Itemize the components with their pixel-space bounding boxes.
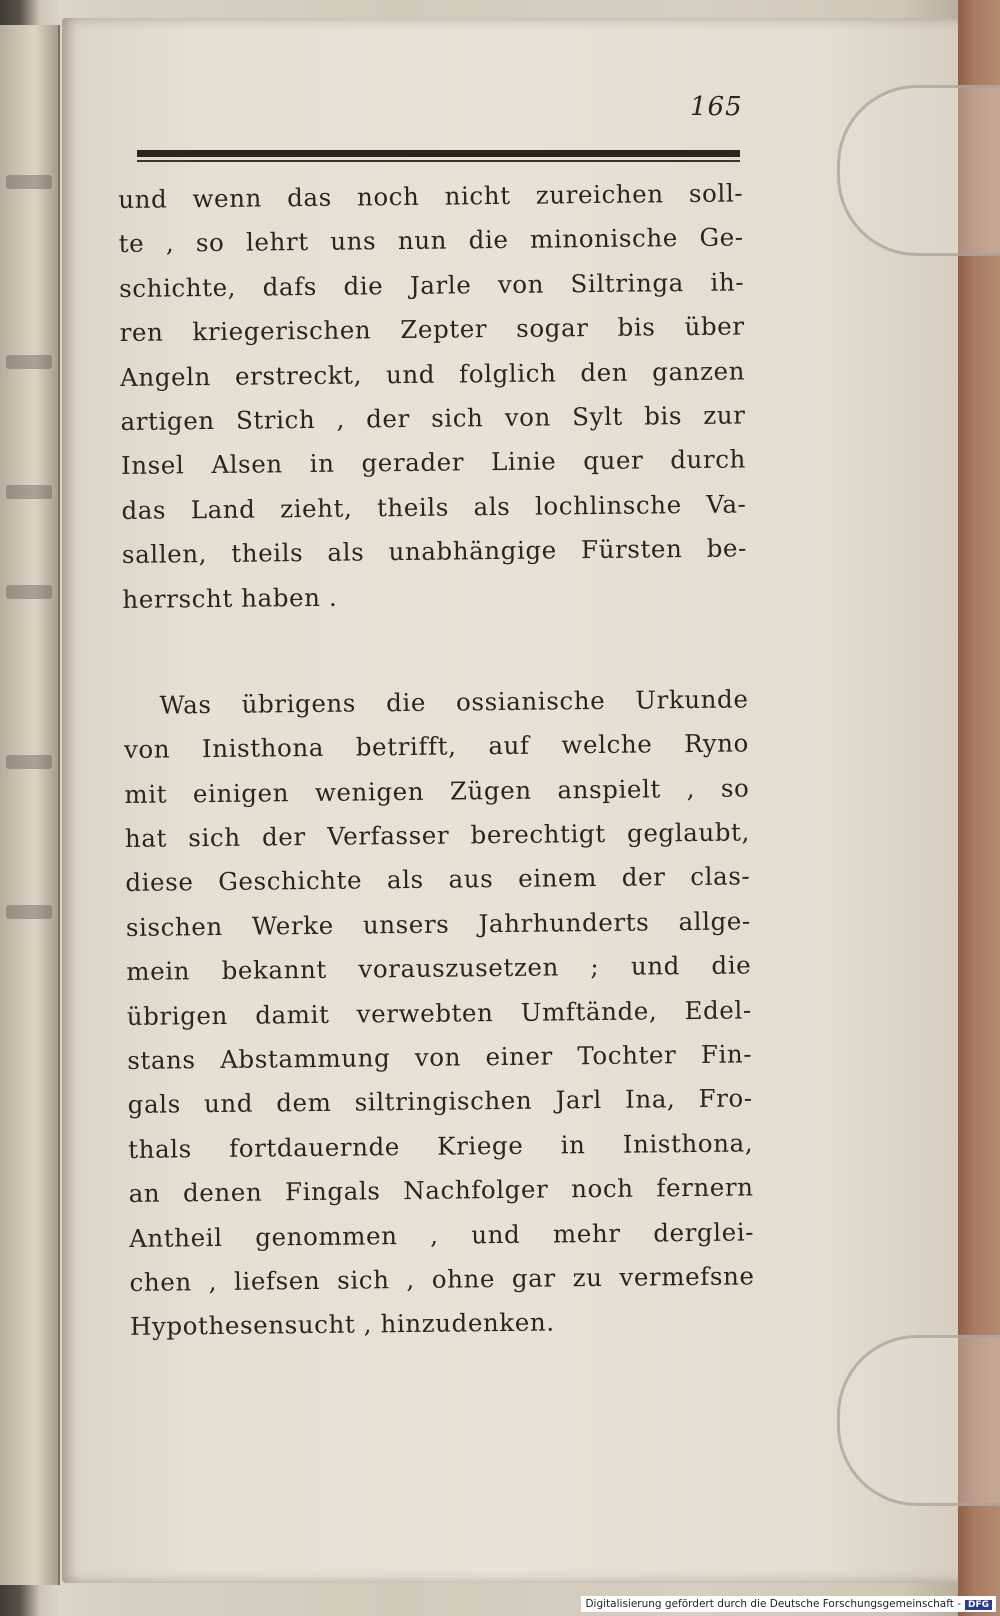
left-page-ghost-text bbox=[6, 905, 52, 919]
text-line: mein bekannt vorauszusetzen ; und die bbox=[126, 950, 752, 987]
text-line: sallen, theils als unabhängige Fürsten be- bbox=[121, 533, 748, 570]
text-line: Insel Alsen in gerader Linie quer durch bbox=[120, 444, 747, 481]
text-line: und wenn das noch nicht zureichen soll- bbox=[118, 178, 744, 214]
text-line: stans Abstammung von einer Tochter Fin- bbox=[127, 1039, 753, 1075]
text-line: sischen Werke unsers Jahrhunderts allge- bbox=[125, 906, 751, 942]
text-line: hat sich der Verfasser berechtigt geglaubt, bbox=[124, 817, 751, 854]
body-text bbox=[118, 171, 755, 1349]
left-page-ghost-text bbox=[6, 355, 52, 369]
paragraph-1 bbox=[118, 171, 748, 621]
left-page-ghost-text bbox=[6, 175, 52, 189]
text-line: schichte, dafs die Jarle von Siltringa ih- bbox=[119, 267, 745, 303]
glass-clip-bottom bbox=[837, 1335, 1000, 1506]
text-line: übrigen damit verwebten Umftände, Edel- bbox=[126, 995, 752, 1031]
text-line: mit einigen wenigen Zügen anspielt , so bbox=[124, 773, 750, 809]
text-line: thals fortdauernde Kriege in Inisthona, bbox=[128, 1128, 754, 1164]
paragraph-gap bbox=[123, 615, 749, 684]
digitization-footer bbox=[581, 1596, 996, 1612]
text-line: Antheil genommen , und mehr derglei- bbox=[128, 1216, 755, 1253]
left-page-ghost-text bbox=[6, 485, 52, 499]
text-line: ren kriegerischen Zepter sogar bis über bbox=[119, 311, 745, 348]
dfg-logo: DFG bbox=[965, 1600, 992, 1610]
text-line: gals und dem siltringischen Jarl Ina, Fro- bbox=[127, 1083, 753, 1120]
text-line: Hypothesensucht , hinzudenken. bbox=[129, 1307, 555, 1342]
footer-text: Digitalisierung gefördert durch die Deutsche Forschungsgemeinschaft - bbox=[585, 1598, 961, 1610]
text-line: Angeln erstreckt, und folglich den ganzen bbox=[119, 356, 746, 392]
left-page-ghost-text bbox=[6, 755, 52, 769]
page-number: 165 bbox=[690, 92, 743, 122]
text-line: herrscht haben . bbox=[122, 582, 338, 614]
text-line: von Inisthona betrifft, auf welche Ryno bbox=[123, 728, 750, 765]
header-rule-thin bbox=[137, 160, 740, 162]
text-line: chen , liefsen sich , ohne gar zu vermefsne bbox=[129, 1261, 755, 1297]
left-page-edge bbox=[0, 25, 60, 1585]
paragraph-2 bbox=[123, 677, 755, 1349]
text-line: an denen Fingals Nachfolger noch fernern bbox=[128, 1172, 754, 1209]
text-line: das Land zieht, theils als lochlinsche Va- bbox=[121, 489, 747, 525]
header-rule-thick bbox=[137, 150, 740, 157]
glass-clip-top bbox=[837, 85, 1000, 256]
text-line: te , so lehrt uns nun die minonische Ge- bbox=[118, 222, 744, 259]
text-line: diese Geschichte als aus einem der clas- bbox=[125, 861, 751, 898]
left-page-ghost-text bbox=[6, 585, 52, 599]
text-line: artigen Strich , der sich von Sylt bis zur bbox=[120, 400, 746, 436]
text-line: Was übrigens die ossianische Urkunde bbox=[159, 684, 749, 720]
